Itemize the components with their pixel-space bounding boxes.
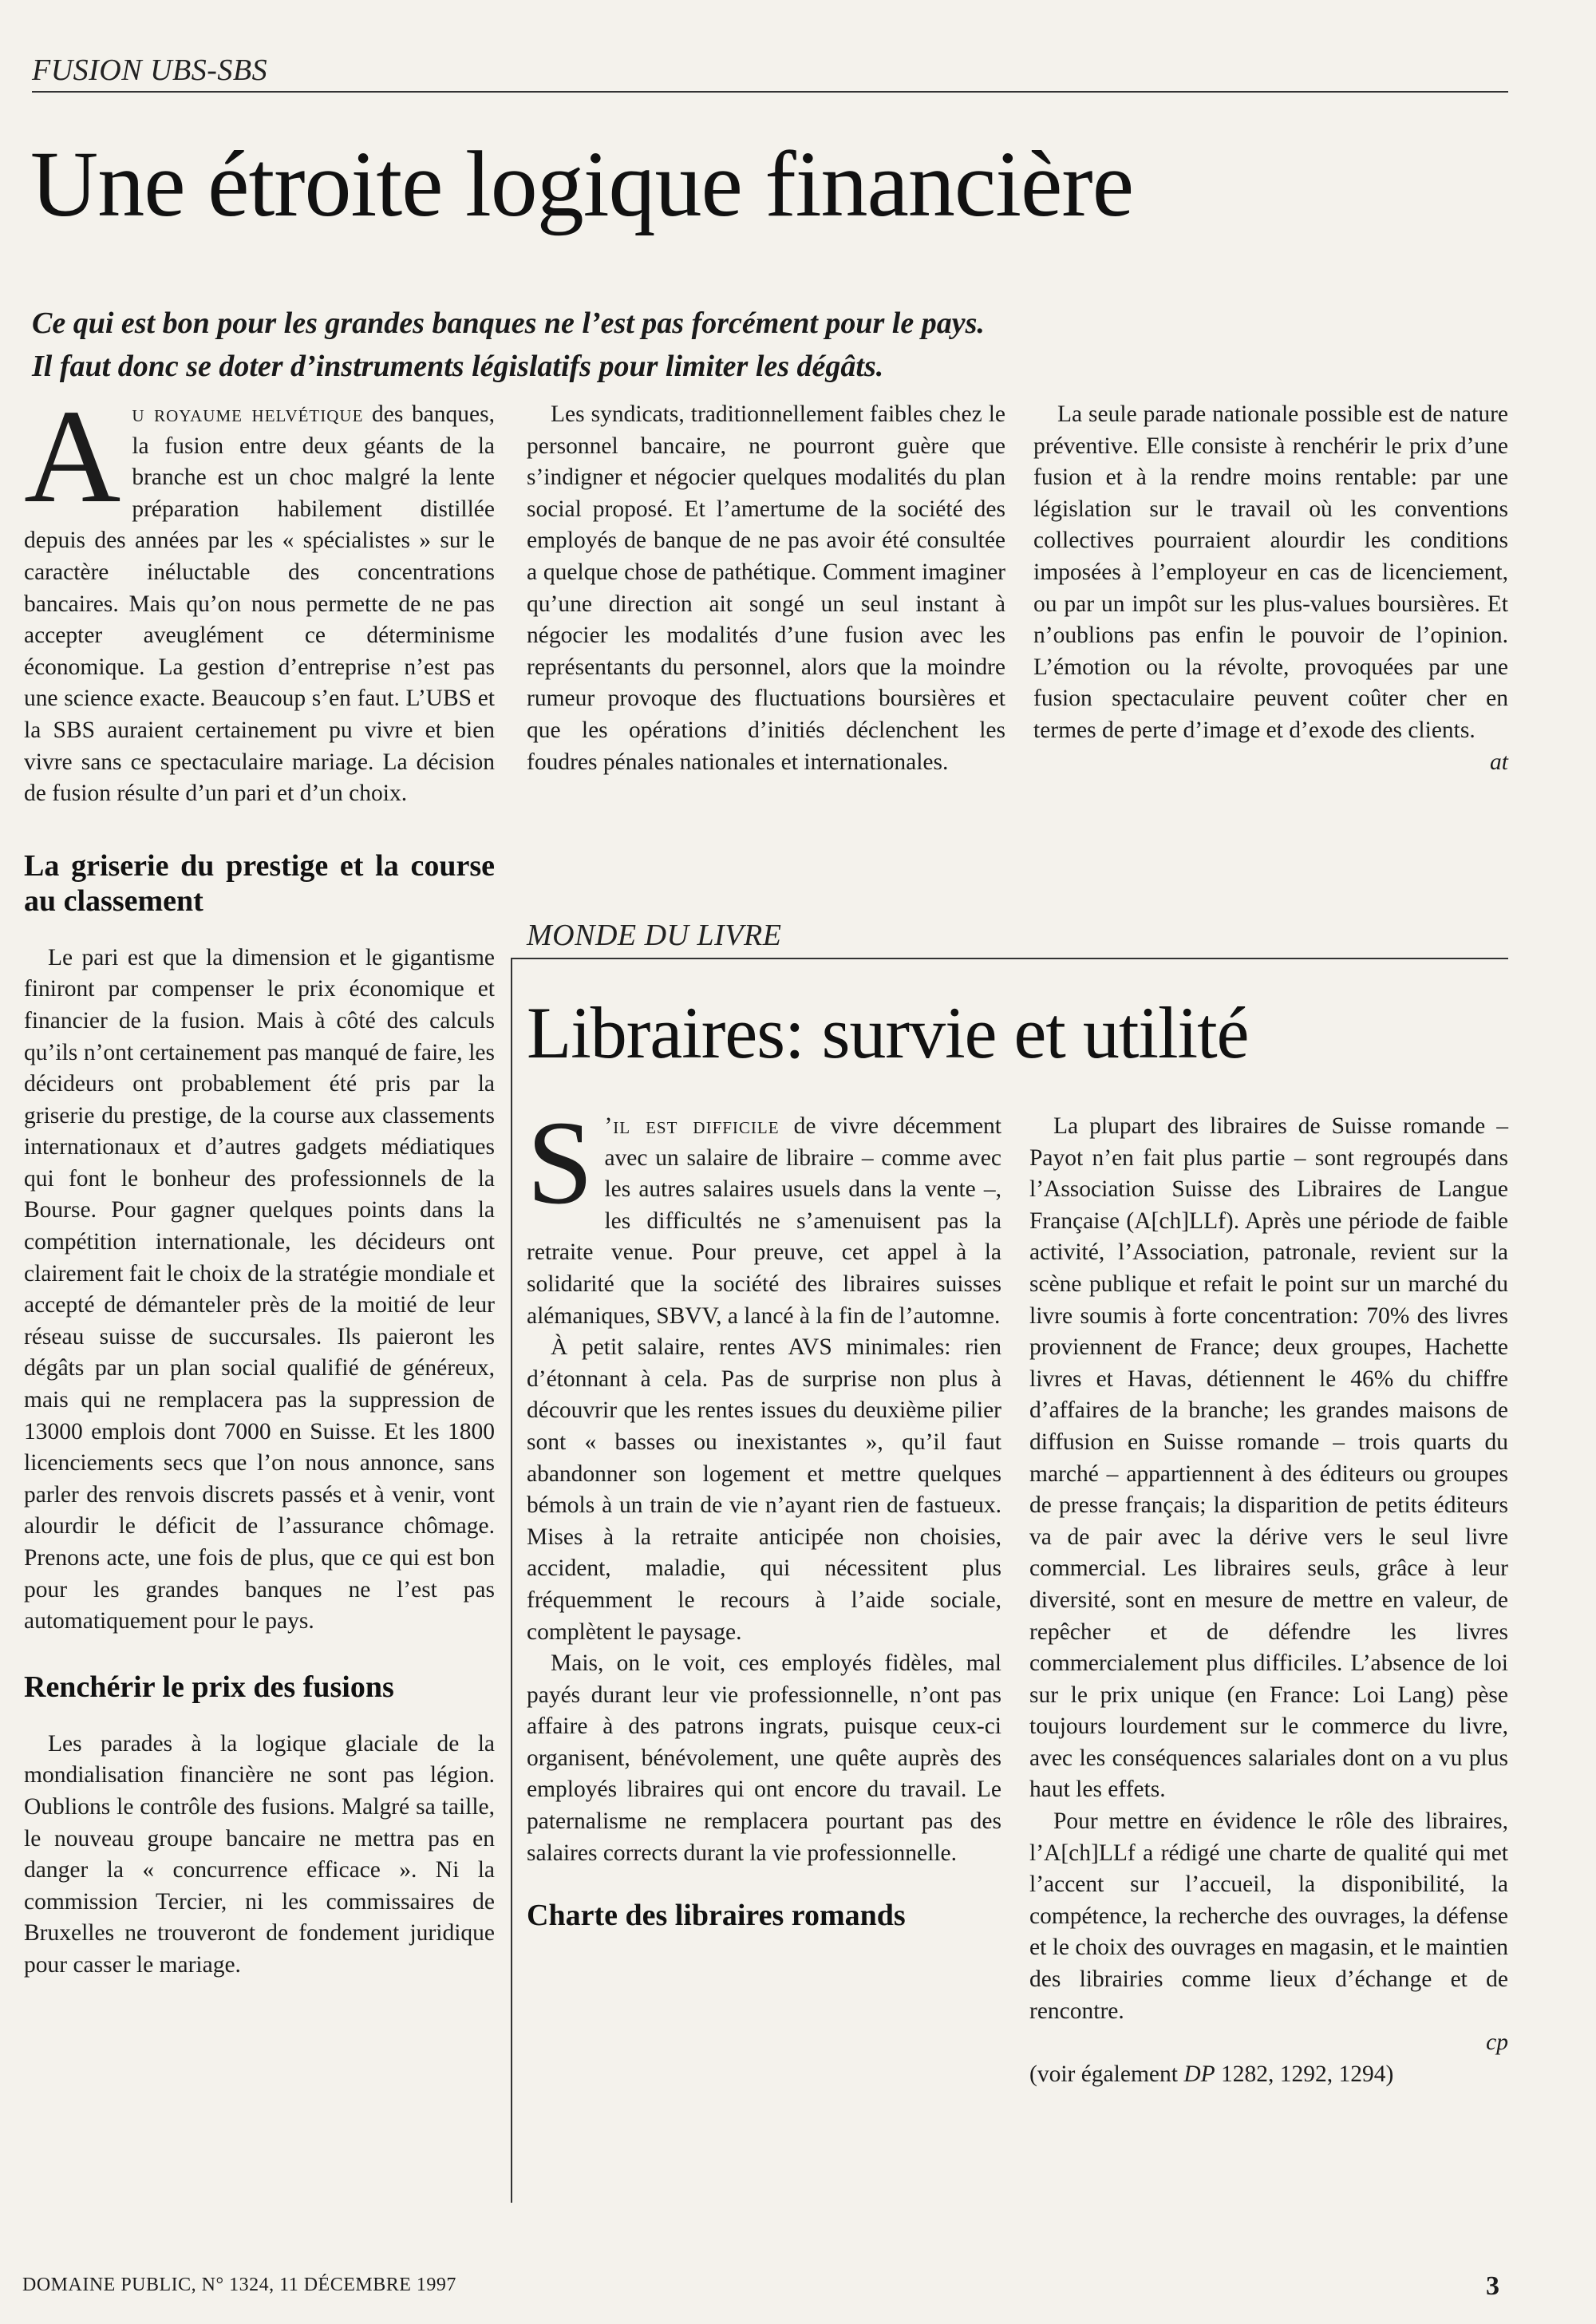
lead-smallcaps: u royaume helvétique xyxy=(132,401,364,427)
footer-publication: DOMAINE PUBLIC, N° 1324, 11 DÉCEMBRE 1997 xyxy=(22,2275,456,2295)
lead-paragraph-libraires xyxy=(527,1097,1001,1332)
kicker-fusion: FUSION UBS-SBS xyxy=(32,53,268,87)
article2-rule xyxy=(511,958,1508,959)
paragraph-parades: Les parades à la logique glaciale de la mondialisation financière ne sont pas légion. Oublions le contrôle des fusions. Malgré sa taille, le nouveau groupe bancaire ne mettra pas en danger la « concurrence efficace ». Ni la commission Tercier, ni les commissaires de Bruxelles ne trouveront de fondement juridique pour casser le mariage. xyxy=(24,1730,495,1978)
deck-line-1: Ce qui est bon pour les grandes banques ne l’est pas forcément pour le pays. xyxy=(32,306,985,340)
subhead-prestige: La griserie du prestige et la course au classement xyxy=(24,848,495,918)
page-number: 3 xyxy=(1486,2271,1499,2301)
see-also: (voir également DP 1282, 1292, 1294) xyxy=(1029,2061,1394,2088)
subhead-charte: Charte des libraires romands xyxy=(527,1899,906,1933)
article1-column-2 xyxy=(527,399,1005,910)
paragraph-syndicats: Les syndicats, traditionnellement faibles chez le personnel bancaire, ne pourront guère que s’indigner et négocier quelques modalités du plan social proposé. Et l’amertume de la société des employés de banque de ne pas avoir été consultée a quelque chose de pathétique. Comment imaginer qu’une direction ait songé un seul instant à négocier les modalités d’une fusion avec les représentants du personnel, alors que la moindre rumeur provoque des fluctuations boursières et que les opérations d’initiés déclenchent les foudres pénales nationales et internationales. xyxy=(527,401,1005,775)
signature-cp: cp xyxy=(1486,2030,1508,2056)
deck-fusion xyxy=(32,302,1516,388)
dropcap-a: A xyxy=(24,382,121,531)
paragraph-role: Pour mettre en évidence le rôle des libraires, l’A[ch]LLf a rédigé une charte de qualité qui met l’accent sur l’accueil, la disponibilité, la compétence, la recherche des ouvrages, la défense et le choix des ouvrages en magasin, et le maintien des librairies comme lieux d’échange et de rencontre. xyxy=(1029,1808,1508,2024)
lead-smallcaps-libraires: ’il est difficile xyxy=(604,1113,780,1139)
signature-at: at xyxy=(1490,749,1508,775)
lead-text: des banques, la fusion entre deux géants de la branche est un choc malgré la lente préparation habilement distillée depuis des années par les « spécialistes » sur le caractère inéluctable des concentrations bancaires. Mais qu’on nous permette de ne pas accepter aveuglément ce déterminisme économique. La gestion d’entreprise n’est pas une science exacte. Beaucoup s’en faut. L’UBS et la SBS auraient certainement pu vivre et bien vivre sans ce spectaculaire mariage. La décision de fusion résulte d’un pari et d’un choix. xyxy=(24,401,495,807)
article1-column-3 xyxy=(1033,399,1508,910)
paragraph-employes: Mais, on le voit, ces employés fidèles, mal payés durant leur vie professionnelle, n’ont pas affaire à des patrons ingrats, puisque ceux-ci organisent, bénévolement, une quête auprès des employés libraires qui ont encore du travail. Le paternalisme ne remplacera pourtant pas des salaires corrects durant la vie professionnelle. xyxy=(527,1650,1001,1866)
headline-libraires: Libraires: survie et utilité xyxy=(527,992,1249,1073)
top-rule xyxy=(32,91,1508,93)
article1-column-1 xyxy=(24,382,495,2219)
headline-fusion: Une étroite logique financière xyxy=(30,132,1134,236)
lead-text-libraires: de vivre décemment avec un salaire de libraire – comme avec les autres salaires usuels dans la vente –, les difficultés ne s’amenuisent pas la retraite venue. Pour preuve, cet appel à la solidarité que la société des libraires suisses alémaniques, SBVV, a lancé à la fin de l’automne. xyxy=(527,1113,1001,1329)
paragraph-salaire: À petit salaire, rentes AVS minimales: rien d’étonnant à cela. Pas de surprise non plus à découvrir que les rentes issues du deuxième pilier sont « basses ou inexistantes », qu’il faut abandonner son logement et mettre quelques bémols à un train de vie n’ayant rien de fastueux. Mises à la retraite anticipée non choisies, accident, maladie, qui nécessitent plus fréquemment le recours à l’aide sociale, complètent le paysage. xyxy=(527,1334,1001,1645)
paragraph-prestige: Le pari est que la dimension et le gigantisme finiront par compenser le prix économique et financier de la fusion. Mais à côté des calculs qu’ils n’ont certainement pas manqué de faire, les décideurs ont probablement été pris par la griserie du prestige, de la course aux classements internationaux et d’autres gadgets médiatiques qui font le bonheur des professionnels de la Bourse. Pour gagner quelques points dans la compétition internationale, les décideurs ont clairement fait le choix de la stratégie mondiale et accepté de démanteler près de la moitié de leur réseau suisse de succursales. Ils paieront les dégâts par un plan social qualifié de généreux, mais qui ne remplacera pas la suppression de 13000 emplois dont 7000 en Suisse. Et les 1800 licenciements secs que l’on nous annonce, sans parler des renvois discrets passés et à venir, vont alourdir le déficit de l’assurance chômage. Prenons acte, une fois de plus, que ce qui est bon pour les grandes banques ne l’est pas automatiquement pour le pays. xyxy=(24,944,495,1634)
lead-paragraph xyxy=(24,382,495,810)
paragraph-parade-nationale: La seule parade nationale possible est de nature préventive. Elle consiste à renchérir le prix d’une fusion et à la rendre moins rentable: par une législation sur le travail où les conventions collectives pourraient alourdir les conditions imposées à l’employeur en cas de licenciement, ou par un impôt sur les plus-values boursières. Et n’oublions pas enfin le pouvoir de l’opinion. L’émotion ou la révolte, provoquées par une fusion spectaculaire peuvent coûter cher en termes de perte d’image et d’exode des clients. xyxy=(1033,401,1508,743)
subhead-fusions: Renchérir le prix des fusions xyxy=(24,1670,394,1704)
deck-line-2: Il faut donc se doter d’instruments législatifs pour limiter les dégâts. xyxy=(32,350,884,383)
column-divider xyxy=(511,958,512,2203)
article2-column-1 xyxy=(527,1097,1001,2220)
paragraph-charte: La plupart des libraires de Suisse romande – Payot n’en fait plus partie – sont regroupés dans l’Association Suisse des Libraires de Langue Française (A[ch]LLf). Après une période de faible activité, l’Association, patronale, revient sur la scène publique et refait le point sur un marché du livre soumis à forte concentration: 70% des livres proviennent de France; deux groupes, Hachette livres et Havas, détiennent le 46% du chiffre d’affaires de la branche; les grandes maisons de diffusion en Suisse romande – trois quarts du marché – appartiennent à des éditeurs ou groupes de presse français; la disparition de petits éditeurs va de pair avec la dérive vers le seul livre commercial. Les libraires seuls, grâce à leur diversité, sont en mesure de mettre en valeur, de repêcher et de défendre les livres commercialement plus difficiles. L’absence de loi sur le prix unique (en France: Loi Lang) pèse toujours lourdement sur le commerce du livre, avec les conséquences salariales dont on a vu plus haut les effets. xyxy=(1029,1113,1508,1803)
dropcap-s: S xyxy=(527,1097,594,1229)
article2-column-2 xyxy=(1029,1111,1508,2220)
kicker-livre: MONDE DU LIVRE xyxy=(527,919,782,952)
